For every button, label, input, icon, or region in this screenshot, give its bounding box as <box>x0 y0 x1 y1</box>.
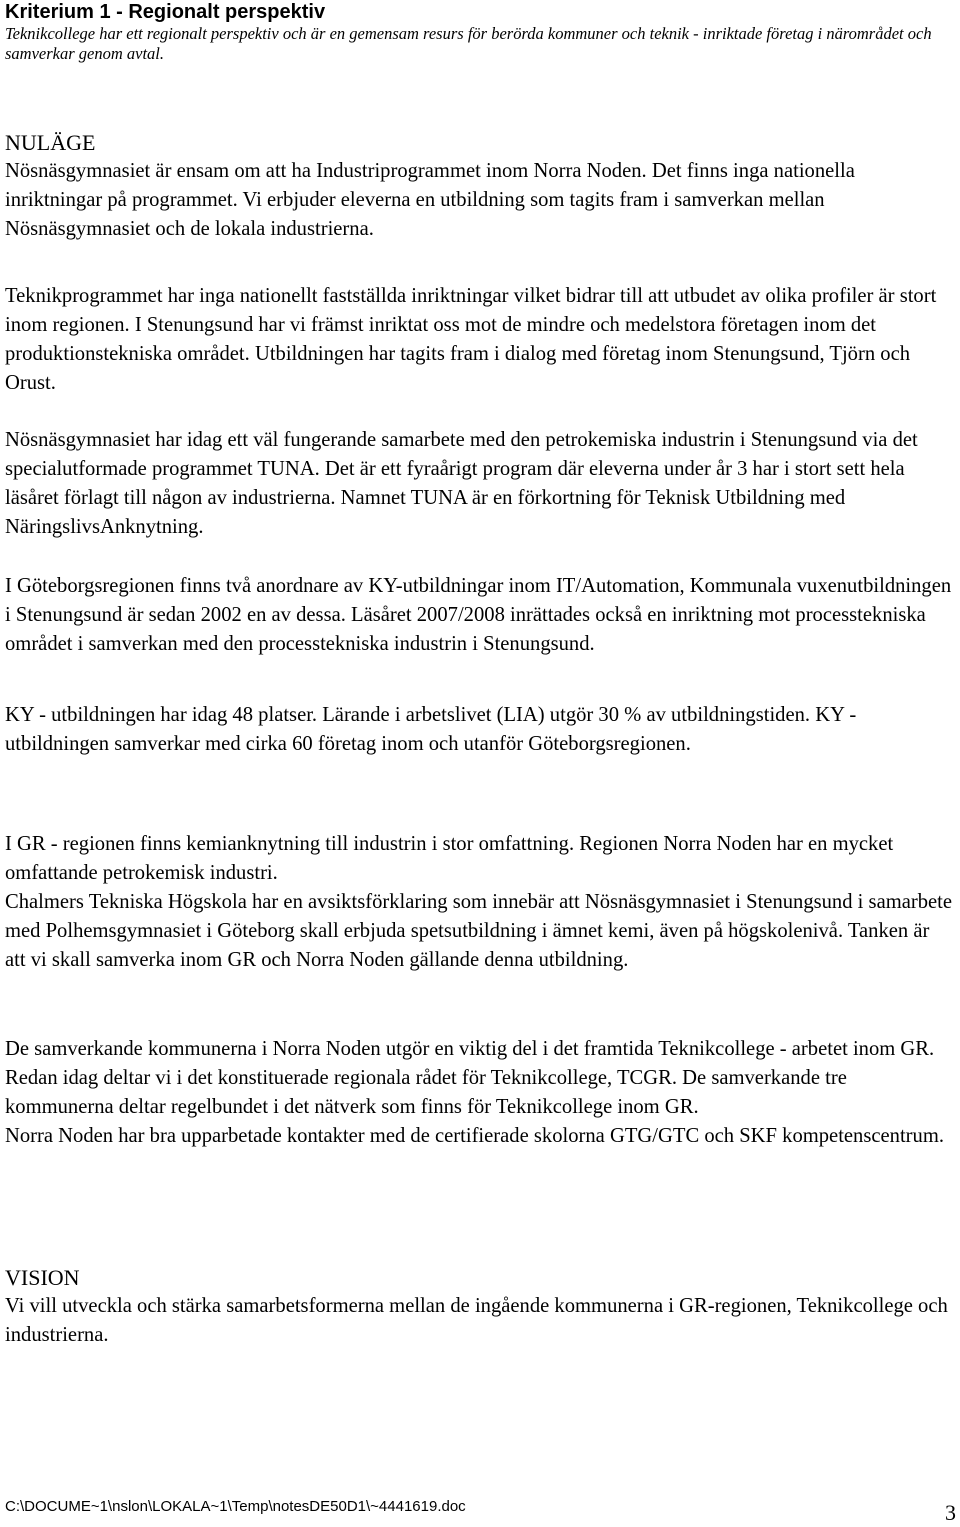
paragraph: Teknikprogrammet har inga nationellt fastställda inriktningar vilket bidrar till att utbudet av olika profiler är stort inom regionen. I Stenungsund har vi främst inriktat oss mot de mindre och medelstora företagen inom det produktionstekniska området. Utbildningen har tagits fram i dialog med företag inom Stenungsund, Tjörn och Orust. <box>5 285 937 394</box>
paragraph: Chalmers Tekniska Högskola har en avsiktsförklaring som innebär att Nösnäsgymnasiet i Stenungsund i samarbete med Polhemsgymnasiet i Göteborg skall erbjuda spetsutbildning i ämnet kemi, även på högskolenivå. Tanken är att vi skall samverka inom GR och Norra Noden gällande denna utbildning. <box>5 891 953 971</box>
paragraph-block <box>5 701 955 759</box>
paragraph: Norra Noden har bra upparbetade kontakter med de certifierade skolorna GTG/GTC och SKF kompetenscentrum. <box>5 1125 944 1147</box>
vision-text: Vi vill utveckla och stärka samarbetsformerna mellan de ingående kommunerna i GR-regionen, Teknikcollege och industrierna. <box>5 1295 948 1346</box>
footer-file-path: C:\DOCUME~1\nslon\LOKALA~1\Temp\notesDE50D1\~4441619.doc <box>5 1498 466 1515</box>
paragraph-block <box>5 1035 955 1151</box>
paragraph: De samverkande kommunerna i Norra Noden utgör en viktig del i det framtida Teknikcollege - arbetet inom GR. Redan idag deltar vi i det konstituerade regionala rådet för Teknikcollege, TCGR. De samverkande tre kommunerna deltar regelbundet i det nätverk som finns för Teknikcollege inom GR. <box>5 1038 935 1118</box>
page-number: 3 <box>945 1500 956 1525</box>
criterion-header <box>5 0 950 64</box>
nulage-section <box>5 128 955 244</box>
paragraph-block <box>5 830 955 975</box>
criterion-title: Kriterium 1 - Regionalt perspektiv <box>5 1 326 23</box>
paragraph: Nösnäsgymnasiet har idag ett väl fungerande samarbete med den petrokemiska industrin i Stenungsund via det specialutformade programmet TUNA. Det är ett fyraårigt program där eleverna under år 3 har i stort sett hela läsåret förlagt till någon av industrierna. Namnet TUNA är en förkortning för Teknisk Utbildning med NäringslivsAnknytning. <box>5 429 918 538</box>
paragraph-block <box>5 572 955 659</box>
paragraph: Nösnäsgymnasiet är ensam om att ha Industriprogrammet inom Norra Noden. Det finns inga nationella inriktningar på programmet. Vi erbjuder eleverna en utbildning som tagits fram i samverkan mellan Nösnäsgymnasiet och de lokala industrierna. <box>5 160 855 240</box>
paragraph: I Göteborgsregionen finns två anordnare av KY-utbildningar inom IT/Automation, Kommunala vuxenutbildningen i Stenungsund är sedan 2002 en av dessa. Läsåret 2007/2008 inrättades också en inriktning mot processtekniska området i samverkan med den processtekniska industrin i Stenungsund. <box>5 575 952 655</box>
paragraph-block <box>5 282 955 398</box>
vision-section <box>5 1263 955 1350</box>
vision-heading: VISION <box>5 1265 80 1290</box>
paragraph: KY - utbildningen har idag 48 platser. Lärande i arbetslivet (LIA) utgör 30 % av utbildningstiden. KY - utbildningen samverkar med cirka 60 företag inom och utanför Göteborgsregionen. <box>5 704 857 755</box>
paragraph-block <box>5 426 955 542</box>
paragraph: I GR - regionen finns kemianknytning till industrin i stor omfattning. Regionen Norra Noden har en mycket omfattande petrokemisk industri. <box>5 833 894 884</box>
nulage-heading: NULÄGE <box>5 130 96 155</box>
criterion-subtitle: Teknikcollege har ett regionalt perspektiv och är en gemensam resurs för berörda kommuner och teknik - inriktade företag i närområdet och samverkar genom avtal. <box>5 24 932 63</box>
